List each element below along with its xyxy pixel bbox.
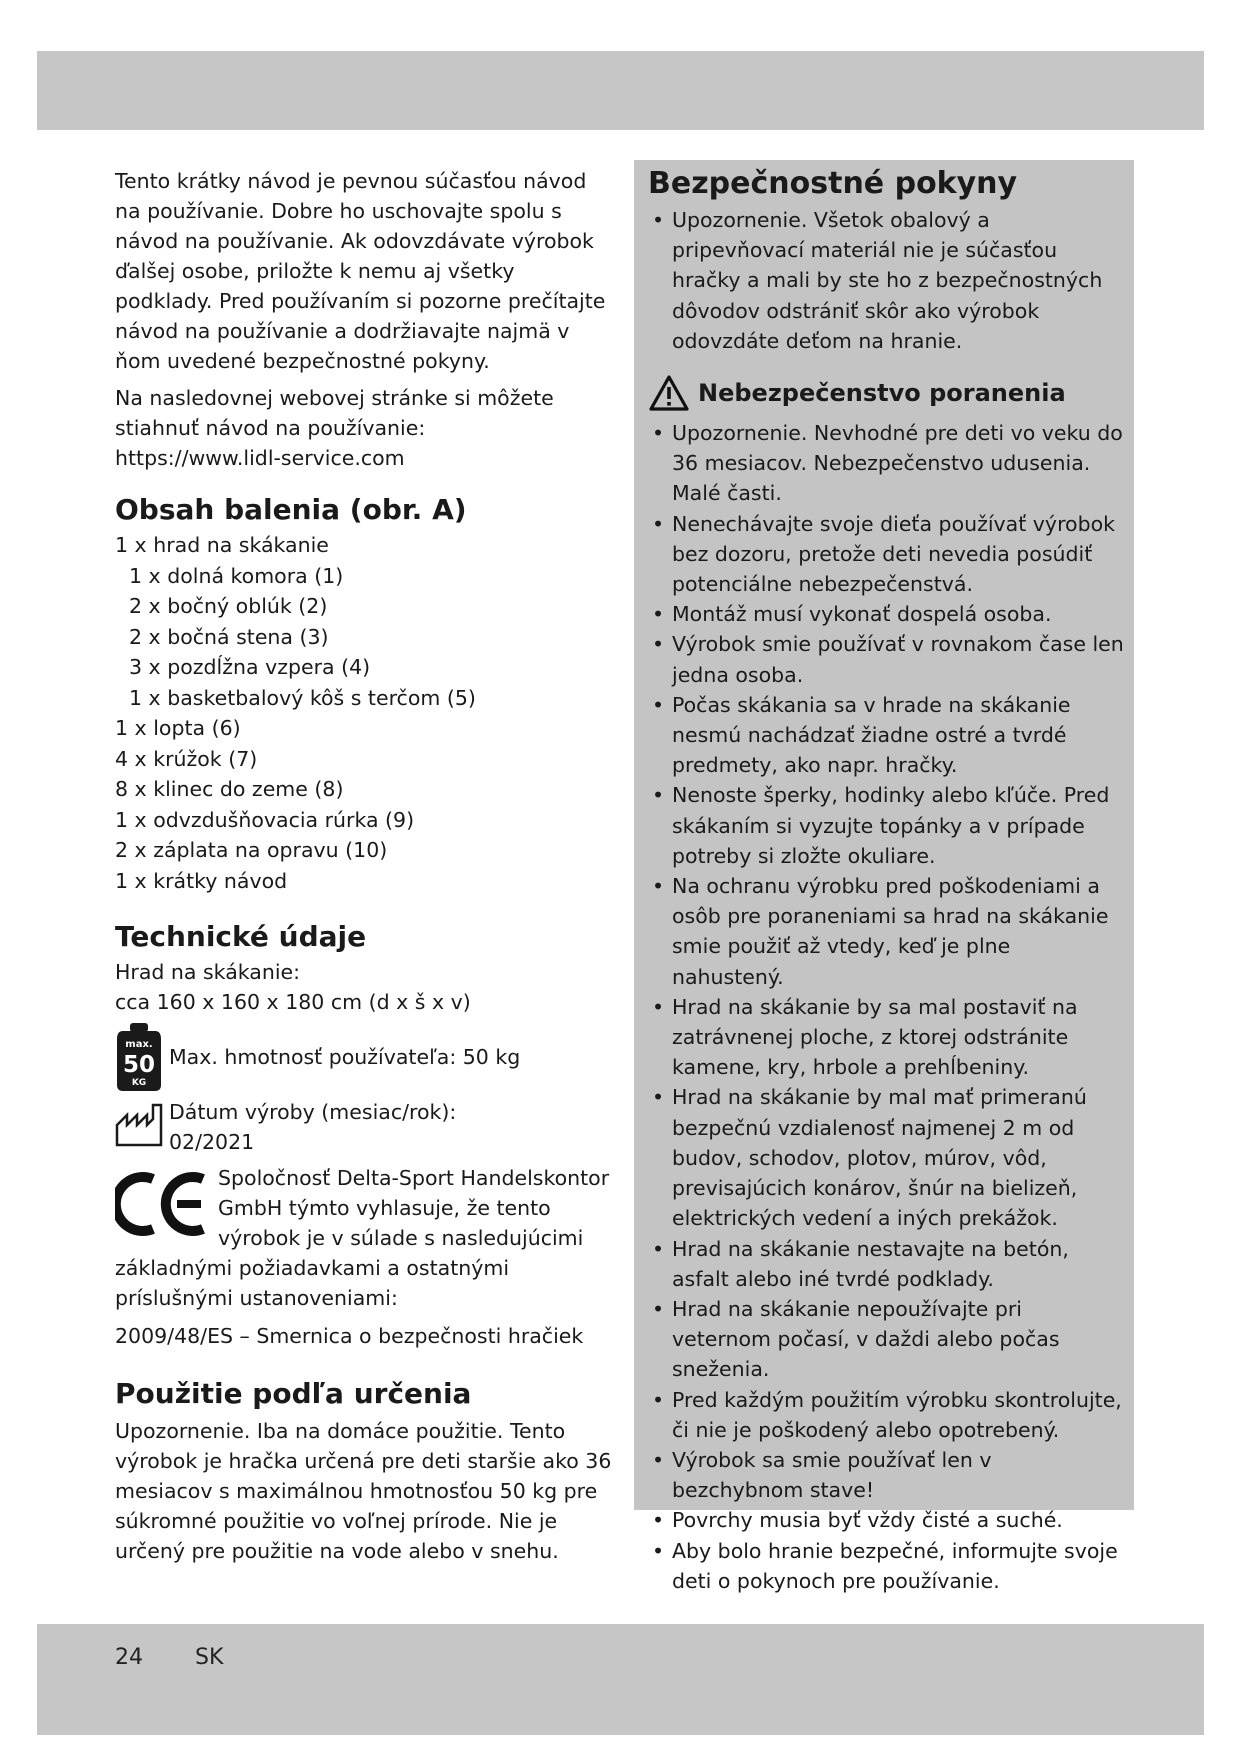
list-item: • Montáž musí vykonať dospelá osoba.: [652, 602, 1052, 627]
list-item: • Upozornenie. Všetok obalový a pripevňovací materiál nie je súčasťou hračky a mali by ste ho z bezpečnostných dôvodov odstrániť skôr ako výrobok odovzdáte deťom na hranie.: [652, 208, 1103, 353]
weight-icon-value: 50: [122, 1052, 156, 1078]
list-item-text: Hrad na skákanie nepoužívajte pri veternom počasí, v daždi alebo počas sneženia.: [672, 1296, 1060, 1382]
footer-bar: [37, 1624, 1204, 1735]
weight-icon: [115, 1021, 163, 1093]
injury-warning-heading: [648, 374, 1126, 412]
list-item-text: Hrad na skákanie by mal mať primeranú bezpečnú vzdialenosť najmenej 2 m od budov, schodov, plotov, múrov, vôd, previsajúcich konárov, šnúr na bielizeň, elektrických vedení a iných prekážok.: [672, 1085, 1087, 1231]
manufacture-date-value: 02/2021: [169, 1130, 255, 1154]
list-item-text: Montáž musí vykonať dospelá osoba.: [672, 602, 1052, 627]
list-item-text: Nenechávajte svoje dieťa používať výrobok bez dozoru, pretože deti nevedia posúdiť potenciálne nebezpečenstvá.: [672, 511, 1116, 597]
weight-icon-unit: KG: [131, 1078, 147, 1088]
max-weight-text: Max. hmotnosť používateľa: 50 kg: [169, 1045, 521, 1069]
list-item: • Nenechávajte svoje dieťa používať výrobok bez dozoru, pretože deti nevedia posúdiť potenciálne nebezpečenstvá.: [652, 511, 1116, 597]
injury-list: [648, 418, 1126, 1596]
ce-declaration: [115, 1163, 615, 1351]
service-url-link[interactable]: https://www.lidl-service.com: [115, 446, 405, 470]
manufacture-date-row: [115, 1097, 615, 1157]
list-item: 4 x krúžok (7): [115, 746, 258, 771]
weight-icon-max-label: max.: [125, 1039, 153, 1050]
list-item: • Povrchy musia byť vždy čisté a suché.: [652, 1508, 1063, 1533]
download-text: Na nasledovnej webovej stránke si môžete stiahnuť návod na používanie:: [115, 386, 554, 440]
list-item: 2 x bočný oblúk (2): [129, 594, 328, 618]
list-item: 1 x basketbalový kôš s terčom (5): [129, 685, 476, 710]
list-item: • Pred každým použitím výrobku skontrolujte, či nie je poškodený alebo opotrebený.: [652, 1387, 1122, 1442]
list-item-text: Počas skákania sa v hrade na skákanie nesmú nachádzať žiadne ostré a tvrdé predmety, ako napr. hračky.: [672, 692, 1071, 778]
ce-declaration-text: Spoločnosť Delta-Sport Handelskontor GmbH týmto vyhlasuje, že tento výrobok je v súlade s nasledujúcimi: [218, 1166, 610, 1250]
list-item: 1 x hrad na skákanie: [115, 533, 329, 557]
usage-heading: Použitie podľa určenia: [115, 1377, 472, 1410]
contents-heading: Obsah balenia (obr. A): [115, 493, 467, 526]
injury-warning-title: Nebezpečenstvo poranenia: [698, 379, 1066, 408]
list-item-text: Výrobok sa smie používať len v bezchybnom stave!: [672, 1447, 992, 1503]
download-paragraph: [115, 383, 615, 473]
list-item-text: Nenoste šperky, hodinky alebo kľúče. Pred skákaním si vyzujte topánky a v prípade potreby si zložte okuliare.: [672, 783, 1110, 868]
list-item: 1 x odvzdušňovacia rúrka (9): [115, 807, 415, 832]
list-item-text: Výrobok smie používať v rovnakom čase len jedna osoba.: [672, 632, 1124, 687]
list-item: 8 x klinec do zeme (8): [115, 777, 344, 801]
header-bar: [37, 51, 1204, 130]
list-item: • Hrad na skákanie nestavajte na betón, asfalt alebo iné tvrdé podklady.: [652, 1236, 1069, 1291]
max-weight-row: [115, 1021, 615, 1093]
list-item: • Nenoste šperky, hodinky alebo kľúče. Pred skákaním si vyzujte topánky a v prípade potreby si zložte okuliare.: [652, 783, 1110, 868]
safety-heading: Bezpečnostné pokyny: [648, 166, 1018, 201]
page-number: 24: [115, 1645, 143, 1670]
directive-line: 2009/48/ES – Smernica o bezpečnosti hračiek: [115, 1324, 584, 1348]
list-item: • Výrobok sa smie používať len v bezchybnom stave!: [652, 1447, 992, 1503]
list-item-text: Povrchy musia byť vždy čisté a suché.: [672, 1508, 1063, 1533]
spec-dimensions: cca 160 x 160 x 180 cm (d x š x v): [115, 990, 471, 1014]
list-item: • Upozornenie. Nevhodné pre deti vo veku do 36 mesiacov. Nebezpečenstvo udusenia. Malé časti.: [652, 421, 1123, 506]
list-item: 1 x lopta (6): [115, 716, 241, 740]
list-item-text: Pred každým použitím výrobku skontrolujte, či nie je poškodený alebo opotrebený.: [672, 1387, 1122, 1442]
list-item: 3 x pozdĺžna vzpera (4): [129, 655, 371, 679]
usage-text: Upozornenie. Iba na domáce použitie. Tento výrobok je hračka určená pre deti staršie ako 36 mesiacov s maximálnou hmotnosťou 50 kg pre súkromné použitie vo voľnej prírode. Nie je určený pre použitie na vode alebo v snehu.: [115, 1419, 612, 1563]
spec-product: Hrad na skákanie:: [115, 960, 301, 984]
safety-box: [634, 160, 1134, 1593]
list-item: 2 x záplata na opravu (10): [115, 838, 388, 862]
list-item: • Hrad na skákanie nepoužívajte pri veternom počasí, v daždi alebo počas sneženia.: [652, 1296, 1060, 1382]
list-item-text: Hrad na skákanie by sa mal postaviť na zatrávnenej ploche, z ktorej odstránite kamene, kry, hrbole a prehĺbeniny.: [672, 994, 1078, 1080]
list-item: • Hrad na skákanie by mal mať primeranú bezpečnú vzdialenosť najmenej 2 m od budov, schodov, plotov, múrov, vôd, previsajúcich konárov, šnúr na bielizeň, elektrických vedení a iných prekážok.: [652, 1085, 1087, 1231]
factory-icon: [115, 1103, 165, 1147]
ce-mark-icon: [115, 1169, 207, 1239]
left-column: [115, 166, 615, 1573]
list-item: 1 x krátky návod: [115, 868, 288, 893]
list-item-text: Hrad na skákanie nestavajte na betón, asfalt alebo iné tvrdé podklady.: [672, 1236, 1069, 1291]
warning-triangle-icon: [648, 374, 690, 412]
intro-paragraph: Tento krátky návod je pevnou súčasťou návod na používanie. Dobre ho uschovajte spolu s návod na používanie. Ak odovzdávate výrobok ďalšej osobe, priložte k nemu aj všetky podklady. Pred používaním si pozorne prečítajte návod na používanie a dodržiavajte najmä v ňom uvedené bezpečnostné pokyny.: [115, 169, 606, 373]
list-item-text: Upozornenie. Všetok obalový a pripevňovací materiál nie je súčasťou hračky a mali by ste ho z bezpečnostných dôvodov odstrániť skôr ako výrobok odovzdáte deťom na hranie.: [672, 208, 1103, 353]
tech-heading: Technické údaje: [115, 920, 367, 953]
manufacture-date-label: Dátum výroby (mesiac/rok):: [169, 1100, 457, 1124]
ce-declaration-continued: základnými požiadavkami a ostatnými príslušnými ustanoveniami:: [115, 1256, 510, 1310]
list-item: • Aby bolo hranie bezpečné, informujte svoje deti o pokynoch pre používanie.: [652, 1538, 1118, 1593]
safety-list: [648, 205, 1126, 356]
contents-list: [115, 530, 615, 896]
list-item: 1 x dolná komora (1): [129, 563, 344, 588]
list-item: 2 x bočná stena (3): [129, 624, 329, 649]
language-code: SK: [195, 1645, 224, 1670]
list-item: • Počas skákania sa v hrade na skákanie nesmú nachádzať žiadne ostré a tvrdé predmety, ako napr. hračky.: [652, 692, 1071, 778]
list-item: • Hrad na skákanie by sa mal postaviť na zatrávnenej ploche, z ktorej odstránite kamene, kry, hrbole a prehĺbeniny.: [652, 994, 1078, 1080]
list-item-text: Aby bolo hranie bezpečné, informujte svoje deti o pokynoch pre používanie.: [672, 1538, 1118, 1593]
list-item-text: Upozornenie. Nevhodné pre deti vo veku do 36 mesiacov. Nebezpečenstvo udusenia. Malé časti.: [672, 421, 1123, 506]
list-item-text: Na ochranu výrobku pred poškodeniami a osôb pre poraneniami sa hrad na skákanie smie použiť až vtedy, keď je plne nahustený.: [672, 874, 1109, 989]
list-item: • Výrobok smie používať v rovnakom čase len jedna osoba.: [652, 632, 1124, 687]
list-item: • Na ochranu výrobku pred poškodeniami a osôb pre poraneniami sa hrad na skákanie smie použiť až vtedy, keď je plne nahustený.: [652, 874, 1109, 989]
